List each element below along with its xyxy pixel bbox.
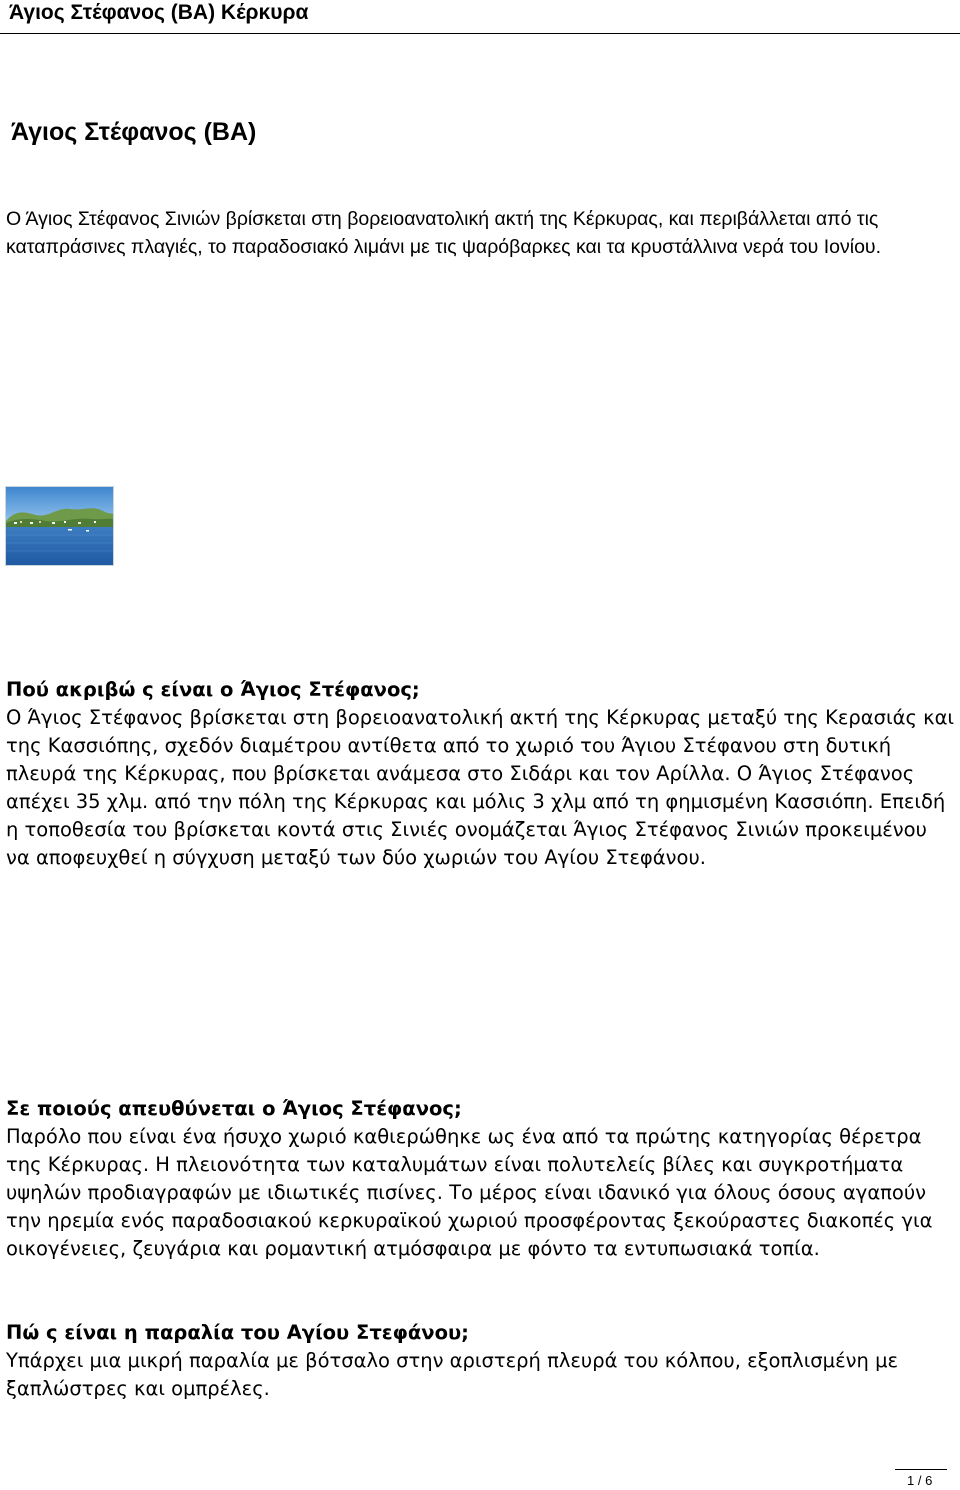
section-paragraph: Υπάρχει μια μικρή παραλία με βότσαλο στην αριστερή πλευρά του κόλπου, εξοπλισμένη με ξαπλώστρες και ομπρέλες. <box>6 1349 899 1400</box>
page-header-title: Άγιος Στέφανος (ΒΑ) Κέρκυρα <box>9 1 309 24</box>
section-heading: Σε ποιούς απευθύνεται ο Άγιος Στέφανος; <box>6 1097 462 1120</box>
section-heading: Πού ακριβώ ς είναι ο Άγιος Στέφανος; <box>6 678 420 701</box>
document-title: Άγιος Στέφανος (ΒΑ) <box>11 118 257 146</box>
footer-divider <box>895 1469 947 1470</box>
section-beach <box>6 1319 956 1403</box>
page-indicator: 1 / 6 <box>907 1473 933 1488</box>
header-divider <box>0 33 960 34</box>
section-location <box>6 676 956 872</box>
coastline-photo <box>5 486 114 566</box>
section-heading: Πώ ς είναι η παραλία του Αγίου Στεφάνου; <box>6 1321 469 1344</box>
section-paragraph: Ο Άγιος Στέφανος βρίσκεται στη βορειοανατολική ακτή της Κέρκυρας μεταξύ της Κερασιάς και της Κασσιόπης, σχεδόν διαμέτρου αντίθετα από το χωριό του Άγιου Στέφανου στη δυτική πλευρά της Κέρκυρας, που βρίσκεται ανάμεσα στο Σιδάρι και τον Αρίλλα. Ο Άγιος Στέφανος απέχει 35 χλμ. από την πόλη της Κέρκυρας και μόλις 3 χλμ από τη φημισμένη Κασσιόπη. Επειδή η τοποθεσία του βρίσκεται κοντά στις Σινιές ονομάζεται Άγιος Στέφανος Σινιών προκειμένου να αποφευχθεί η σύγχυση μεταξύ των δύο χωριών του Αγίου Στεφάνου. <box>6 706 955 869</box>
intro-paragraph: Ο Άγιος Στέφανος Σινιών βρίσκεται στη βορειοανατολική ακτή της Κέρκυρας, και περιβάλλεται από τις καταπράσινες πλαγιές, το παραδοσιακό λιμάνι με τις ψαρόβαρκες και τα κρυστάλλινα νερά του Ιονίου. <box>6 208 882 258</box>
section-paragraph: Παρόλο που είναι ένα ήσυχο χωριό καθιερώθηκε ως ένα από τα πρώτης κατηγορίας θέρετρα της Κέρκυρας. Η πλειονότητα των καταλυμάτων είναι πολυτελείς βίλες και συγκροτήματα υψηλών προδιαγραφών με ιδιωτικές πισίνες. Το μέρος είναι ιδανικό για όλους όσους αγαπούν την ηρεμία ενός παραδοσιακού κερκυραϊκού χωριού προσφέροντας ξεκούραστες διακοπές για οικογένειες, ζευγάρια και ρομαντική ατμόσφαιρα με φόντο τα εντυπωσιακά τοπία. <box>6 1125 933 1260</box>
section-audience <box>6 1095 956 1263</box>
